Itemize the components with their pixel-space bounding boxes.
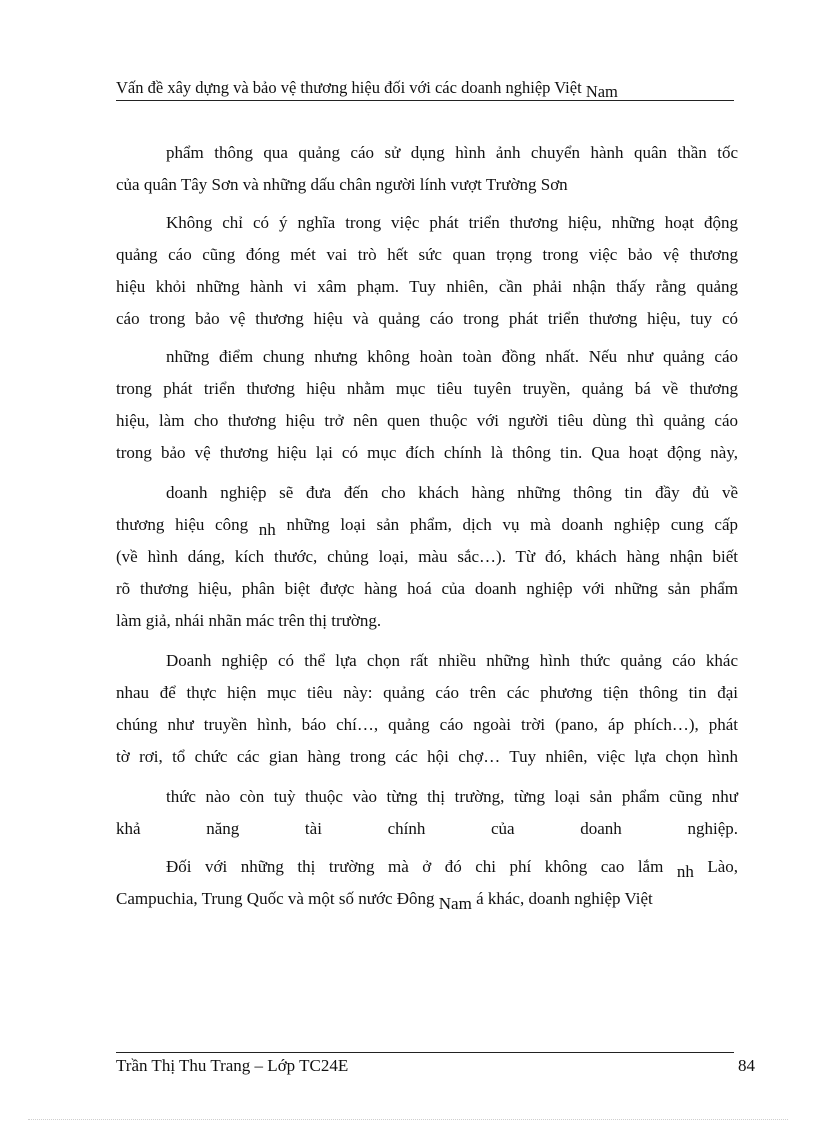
text-line: rõ thương hiệu, phân biệt được hàng hoá của doanh nghiệp với những sản phẩm <box>116 579 738 598</box>
text-line: doanh nghiệp sẽ đưa đến cho khách hàng những thông tin đầy đủ về <box>166 483 738 502</box>
text-line: trong bảo vệ thương hiệu lại có mục đích chính là thông tin. Qua hoạt động này, <box>116 443 738 462</box>
text-line: Không chỉ có ý nghĩa trong việc phát triển thương hiệu, những hoạt động <box>166 213 738 232</box>
footer-rule <box>116 1052 734 1053</box>
header-title: Vấn đề xây dựng và bảo vệ thương hiệu đối với các doanh nghiệp Việt <box>116 78 582 97</box>
page-number: 84 <box>738 1056 755 1075</box>
text-line: làm giả, nhái nhãn mác trên thị trường. <box>116 611 382 630</box>
text-segment: Nam <box>438 894 472 913</box>
text-segment: Đối với những thị trường mà ở đó chi phí không cao lắm <box>166 857 664 876</box>
text-segment: thương hiệu công <box>116 515 249 534</box>
text-line <box>116 884 738 914</box>
text-segment: những loại sản phẩm, dịch vụ mà doanh nghiệp cung cấp <box>286 515 739 534</box>
text-line <box>116 852 738 882</box>
footer-author: Trần Thị Thu Trang – Lớp TC24E <box>116 1056 349 1075</box>
page-edge-dotted-line <box>28 1119 788 1120</box>
text-line: phẩm thông qua quảng cáo sử dụng hình ảnh chuyển hành quân thần tốc <box>166 143 738 162</box>
text-line: nhau để thực hiện mục tiêu này: quảng cáo trên các phương tiện thông tin đại <box>116 683 738 702</box>
text-segment: Campuchia, Trung Quốc và một số nước Đông <box>116 889 435 908</box>
text-line <box>116 510 738 540</box>
running-header <box>116 76 734 101</box>
text-line: cáo trong bảo vệ thương hiệu và quảng cáo trong phát triển thương hiệu, tuy có <box>116 309 738 328</box>
text-segment: nh <box>676 862 694 881</box>
text-segment: Lào, <box>707 857 739 876</box>
text-line: thức nào còn tuỳ thuộc vào từng thị trường, từng loại sản phẩm cũng như <box>166 787 738 806</box>
text-segment: nh <box>258 520 276 539</box>
text-segment: á khác, doanh nghiệp Việt <box>476 889 653 908</box>
text-line: chúng như truyền hình, báo chí…, quảng cáo ngoài trời (pano, áp phích…), phát <box>116 715 738 734</box>
text-line: trong phát triển thương hiệu nhằm mục tiêu tuyên truyền, quảng bá về thương <box>116 379 738 398</box>
text-line: của quân Tây Sơn và những dấu chân người lính vượt Trường Sơn <box>116 175 568 194</box>
text-line: khả năng tài chính của doanh nghiệp. <box>116 819 738 838</box>
text-line: tờ rơi, tổ chức các gian hàng trong các hội chợ… Tuy nhiên, việc lựa chọn hình <box>116 747 738 766</box>
text-line: hiệu khỏi những hành vi xâm phạm. Tuy nhiên, cần phải nhận thấy rằng quảng <box>116 277 738 296</box>
text-line: Doanh nghiệp có thể lựa chọn rất nhiều những hình thức quảng cáo khác <box>166 651 738 670</box>
header-title-tail: Nam <box>585 82 618 101</box>
text-line: (về hình dáng, kích thước, chủng loại, màu sắc…). Từ đó, khách hàng nhận biết <box>116 547 738 566</box>
text-line: quảng cáo cũng đóng mét vai trò hết sức quan trọng trong việc bảo vệ thương <box>116 245 738 264</box>
text-line: những điểm chung nhưng không hoàn toàn đồng nhất. Nếu như quảng cáo <box>166 347 738 366</box>
text-line: hiệu, làm cho thương hiệu trở nên quen thuộc với người tiêu dùng thì quảng cáo <box>116 411 738 430</box>
